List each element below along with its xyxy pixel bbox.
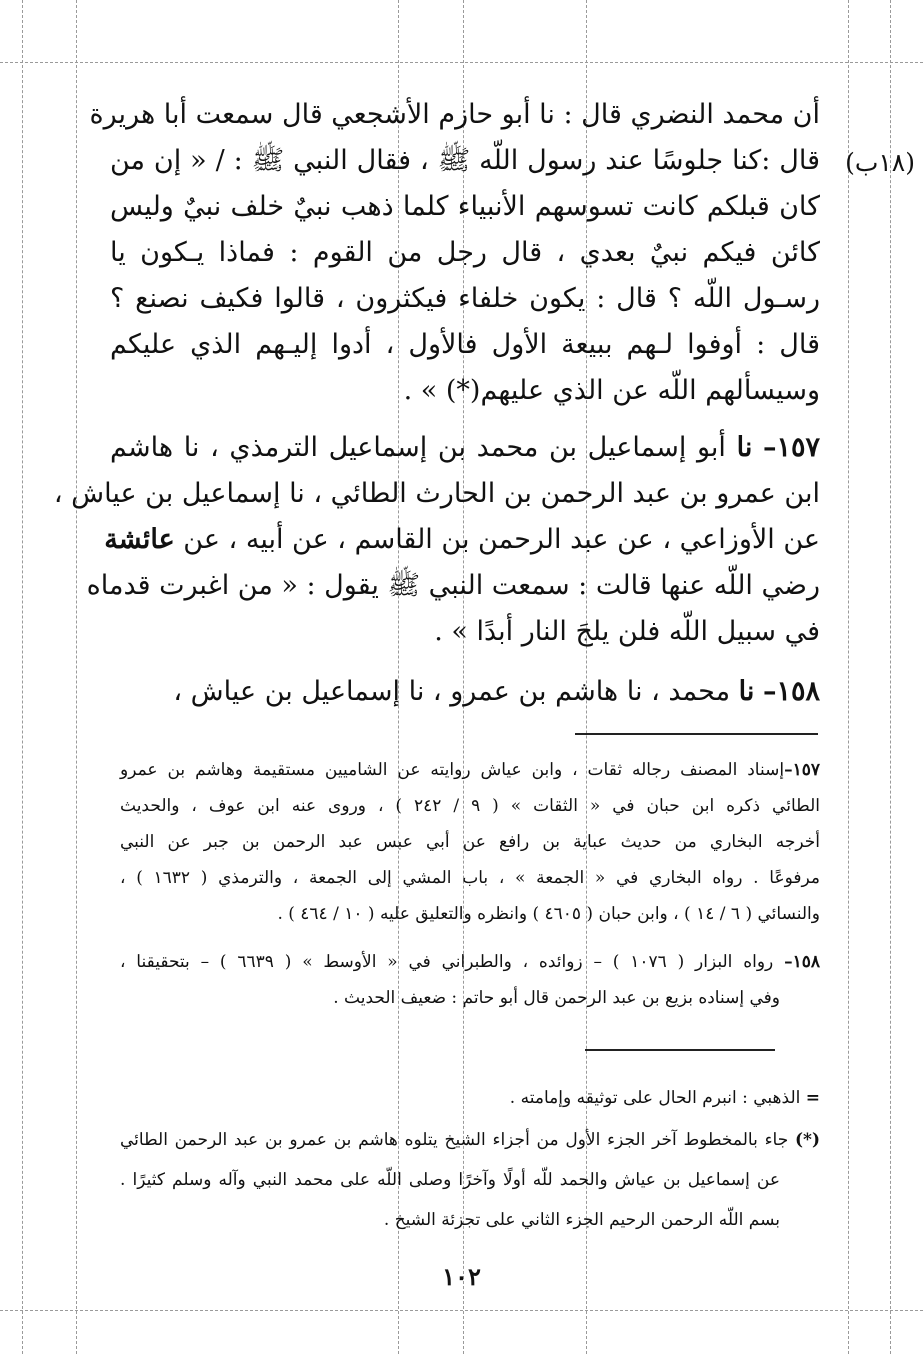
continuation-marker: = <box>805 1088 820 1108</box>
footnote-line: وفي إسناده بزيع بن عبد الرحمن قال أبو حاتم : ضعيف الحديث . <box>333 988 780 1008</box>
footnote-text: إسناد المصنف رجاله ثقات ، وابن عياش روايته عن الشاميين مستقيمة وهاشم بن عمرو <box>120 760 785 780</box>
footnote-line: عن إسماعيل بن عياش والحمد للّه أولًا وآخرًا وصلى اللّه على محمد النبي وآله وسلم كثيرًا . <box>120 1170 780 1190</box>
footnote-number: ١٥٧– <box>784 760 820 780</box>
margin-folio-note: (١٨ب) <box>845 148 915 177</box>
hadith-158-line <box>110 662 820 722</box>
text-line: أن محمد النضري قال : نا أبو حازم الأشجعي قال سمعت أبا هريرة <box>89 99 820 130</box>
guide-line <box>890 0 891 1354</box>
footnote-text: رواه البزار ( ١٠٧٦ ) – زوائده ، والطبراني في « الأوسط » ( ٦٦٣٩ ) – بتحقيقنا ، <box>120 952 774 972</box>
footnote-line: الطائي ذكره ابن حبان في « الثقات » ( ٩ / ٢٤٢ ) ، وروى عنه ابن عوف ، والحديث <box>120 796 820 816</box>
text-line: في سبيل اللّه فلن يلجَ النار أبدًا » . <box>434 616 820 647</box>
footnote-text: جاء بالمخطوط آخر الجزء الأول من أجزاء الشيخ يتلوه هاشم بن عمرو بن عبد الرحمن الطائي <box>120 1130 789 1150</box>
text-line: رضي اللّه عنها قالت : سمعت النبي ﷺ يقول : « من اغبرت قدماه <box>86 570 820 601</box>
narration-marker: نا <box>736 432 753 463</box>
narrator-name: عائشة <box>104 524 175 555</box>
hadith-number: ١٥٨– <box>762 676 820 707</box>
footnote-line: أخرجه البخاري من حديث عباية بن رافع عن أبي عبس عبد الرحمن بن جبر عن النبي <box>120 832 820 852</box>
footnote-text: الذهبي : انبرم الحال على توثيقه وإمامته . <box>509 1088 801 1108</box>
text-line: وسيسألهم اللّه عن الذي عليهم(*) » . <box>403 375 820 406</box>
guide-line <box>0 1310 923 1311</box>
footnote-157-line <box>120 752 820 788</box>
star-marker: (*) <box>795 1130 820 1150</box>
footnote-separator <box>585 1049 775 1051</box>
text-line: قال : أوفوا لـهم ببيعة الأول فالأول ، أدوا إليـهم الذي عليكم <box>110 329 820 360</box>
narration-marker: نا <box>738 676 755 707</box>
star-footnote-line <box>120 1122 820 1158</box>
text-line: ابن عمرو بن عبد الرحمن بن الحارث الطائي ، نا إسماعيل بن عياش ، <box>53 478 820 509</box>
guide-line <box>0 62 923 63</box>
hadith-text: عن الأوزاعي ، عن عبد الرحمن بن القاسم ، عن أبيه ، عن <box>183 524 820 555</box>
footnote-number: ١٥٨– <box>784 952 820 972</box>
footnote-line: والنسائي ( ٦ / ١٤ ) ، وابن حبان ( ٤٦٠٥ ) وانظره والتعليق عليه ( ١٠ / ٤٦٤ ) . <box>277 904 820 924</box>
footnote-line: مرفوعًا . رواه البخاري في « الجمعة » ، باب المشي إلى الجمعة ، والترمذي ( ١٦٣٢ ) ، <box>120 868 820 888</box>
footnote-separator <box>575 733 818 735</box>
footnote-158-line <box>120 944 820 980</box>
hadith-text: محمد ، نا هاشم بن عمرو ، نا إسماعيل بن عياش ، <box>173 676 731 707</box>
hadith-number: ١٥٧– <box>763 432 821 463</box>
hadith-text: أبو إسماعيل بن محمد بن إسماعيل الترمذي ، نا هاشم <box>110 432 726 463</box>
text-line: كائن فيكم نبيٌ بعدي ، قال رجل من القوم : فماذا يـكون يا <box>110 237 820 268</box>
guide-line <box>76 0 77 1354</box>
guide-line <box>22 0 23 1354</box>
guide-line <box>848 0 849 1354</box>
page-number: ١٠٢ <box>442 1262 481 1291</box>
footnote-line: بسم اللّه الرحمن الرحيم الجزء الثاني على تجزئة الشيخ . <box>383 1210 780 1230</box>
text-line: كان قبلكم كانت تسوسهم الأنبياء كلما ذهب نبيٌ خلف نبيٌ وليس <box>110 191 820 222</box>
continued-footnote-line <box>120 1080 820 1116</box>
text-line: رسـول اللّه ؟ قال : يكون خلفاء فيكثرون ، قالوا فكيف نصنع ؟ <box>110 283 820 314</box>
text-line: قال :كنا جلوسًا عند رسول اللّه ﷺ ، فقال النبي ﷺ : / « إن من <box>110 145 820 176</box>
